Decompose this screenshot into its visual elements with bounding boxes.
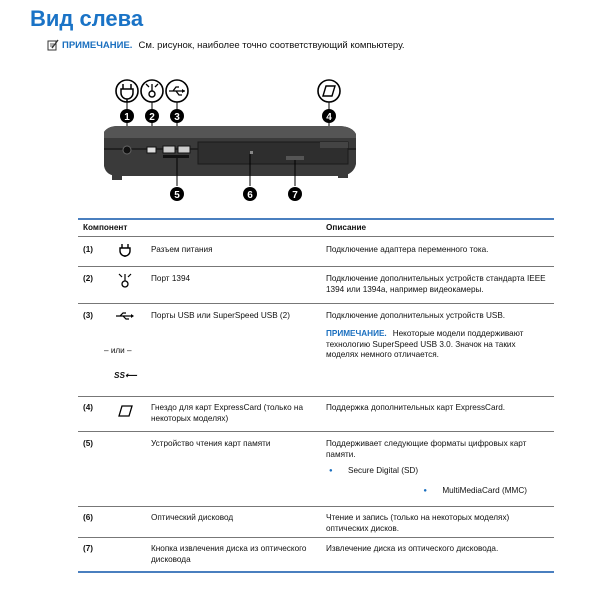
table-row [78,267,554,304]
firewire-1394-icon [141,80,163,102]
power-plug-icon [116,80,138,102]
row-name: Порт 1394 [151,274,191,283]
superspeed-usb-icon: SS⟵ [114,371,137,380]
page-title: Вид слева [30,6,144,31]
table-row [78,507,554,538]
callout-4: 4 [326,112,332,123]
table-row [78,432,554,507]
row-desc: Поддерживает следующие форматы цифровых карт памяти. [326,439,527,459]
component-table [78,218,554,573]
note [62,40,405,51]
note-text: См. рисунок, наиболее точно соответствующий компьютеру. [138,40,405,51]
callout-1: 1 [124,112,130,123]
row-desc: Извлечение диска из оптического дисковода. [326,544,499,553]
table-header [78,218,554,237]
row-desc: Чтение и запись (только на некоторых моделях) оптических дисков. [326,513,510,533]
row-desc: Поддержка дополнительных карт ExpressCard. [326,403,506,412]
callout-3: 3 [174,112,180,123]
row-name: Гнездо для карт ExpressCard (только на некоторых моделях) [151,403,303,423]
note-pencil-icon [47,39,59,51]
row-name: Кнопка извлечения диска из оптического дисковода [151,544,307,564]
power-plug-icon [112,243,138,257]
table-row [78,237,554,267]
or-separator: – или – [104,346,132,355]
row-number: (4) [83,403,94,412]
row-desc: Подключение дополнительных устройств USB. [326,311,506,320]
row-number: (3) [83,311,94,320]
row-number: (2) [83,274,94,283]
usb-icon [166,80,188,102]
expresscard-icon [112,404,138,418]
header-component: Компонент [83,223,128,232]
firewire-1394-icon [112,273,138,289]
row-number: (7) [83,544,94,553]
note-label: ПРИМЕЧАНИЕ. [62,40,133,51]
callout-6: 6 [247,190,253,201]
expresscard-icon [318,80,340,102]
list-item: ● Secure Digital (SD) [326,466,418,475]
row-name: Оптический дисковод [151,513,234,522]
callout-7: 7 [292,190,298,201]
row-note-label: ПРИМЕЧАНИЕ. [326,329,387,338]
row-name: Разъем питания [151,245,213,254]
row-number: (6) [83,513,94,522]
list-item: ● MultiMediaCard (MMC) [420,486,527,495]
row-desc: Подключение адаптера переменного тока. [326,245,489,254]
row-desc: Подключение дополнительных устройств стандарта IEEE 1394 или 1394a, например видеокамеры. [326,274,546,294]
row-name: Порты USB или SuperSpeed USB (2) [151,311,290,320]
callout-5: 5 [174,190,180,201]
header-description: Описание [326,223,367,232]
usb-icon [112,311,138,321]
table-row [78,538,554,573]
row-note [326,329,548,361]
row-note-text: Некоторые модели поддерживают технологию SuperSpeed USB 3.0. Значок на таких моделях немного отличается. [326,329,524,359]
row-number: (1) [83,245,94,254]
laptop-left-side-figure [90,78,360,218]
table-row [78,304,554,397]
row-number: (5) [83,439,94,448]
callout-2: 2 [149,112,155,123]
table-row [78,397,554,432]
row-name: Устройство чтения карт памяти [151,439,271,448]
